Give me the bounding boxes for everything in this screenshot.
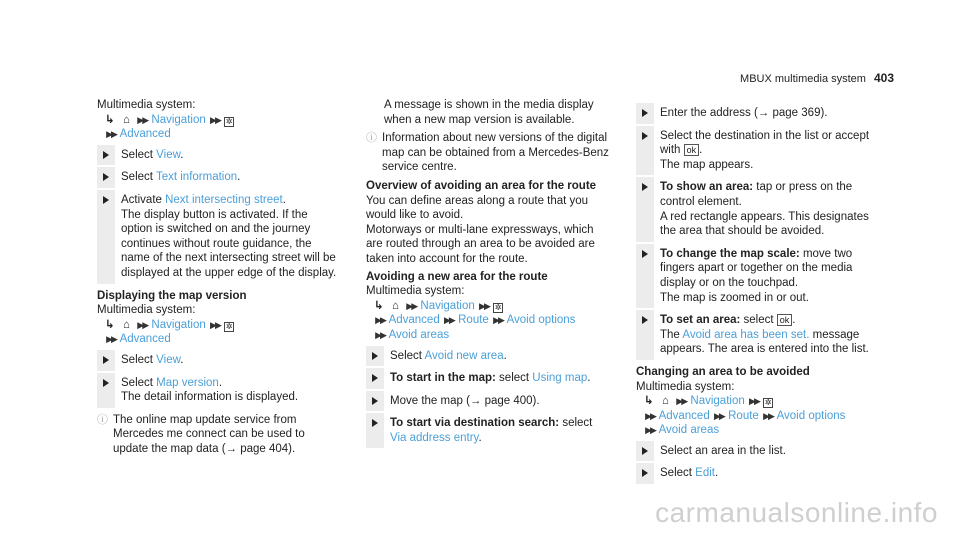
action-triangle-icon (642, 447, 648, 455)
menu-via-address-entry[interactable]: Via address entry (390, 431, 479, 444)
action-triangle-icon (642, 183, 648, 191)
paragraph: Motorways or multi-lane expressways, which are routed through an area to be avoided are taken into account for the route. (366, 223, 595, 265)
step: To change the map scale: move two fingers apart or together on the media display or on the touchpad. The map is zoomed in or out. (636, 247, 876, 305)
ok-button[interactable]: ok (777, 314, 793, 326)
menu-avoid-options[interactable]: Avoid options (506, 314, 576, 327)
menu-map-version[interactable]: Map version (156, 376, 219, 389)
menu-path (97, 113, 337, 142)
page-header (740, 71, 894, 85)
home-icon: ⌂ (123, 318, 130, 331)
menu-avoid-options[interactable]: Avoid options (776, 409, 846, 422)
settings-icon: ✲ (225, 116, 233, 126)
menu-view[interactable]: View (156, 148, 181, 161)
action-triangle-icon (642, 109, 648, 117)
multimedia-label: Multimedia system: (636, 380, 735, 393)
step: Select Text information. (97, 170, 337, 185)
step: To show an area: tap or press on the control element. A red rectangle appears. This designates the area that should be avoided. (636, 180, 876, 238)
column-2 (366, 98, 611, 453)
return-arrow-icon: ↳ (644, 395, 654, 408)
double-chevron-icon: ▶▶ (645, 410, 655, 421)
action-triangle-icon (103, 356, 109, 364)
step: Move the map (→ page 400). (366, 394, 611, 409)
action-triangle-icon (103, 379, 109, 387)
message-avoid-area-set: Avoid area has been set. (682, 328, 810, 341)
menu-next-intersecting-street[interactable]: Next intersecting street (165, 193, 283, 206)
action-triangle-icon (642, 132, 648, 140)
menu-edit[interactable]: Edit (695, 467, 715, 480)
step: Enter the address (→ page 369). (636, 106, 876, 121)
step: Select View. (97, 353, 337, 368)
step: Activate Next intersecting street. The display button is activated. If the option is switched on and the journey continues without route guidance, the name of the next intersecting street will be displayed at the upper edge of the display. (97, 193, 337, 281)
menu-text-information[interactable]: Text information (155, 171, 238, 184)
double-chevron-icon: ▶▶ (676, 396, 687, 407)
section-heading: Avoiding a new area for the route (366, 270, 548, 283)
ok-button[interactable]: ok (684, 144, 700, 156)
menu-advanced[interactable]: Advanced (119, 333, 171, 346)
page-number: 403 (873, 71, 894, 85)
menu-avoid-areas[interactable]: Avoid areas (658, 424, 720, 437)
action-triangle-icon (372, 419, 378, 427)
home-icon: ⌂ (662, 395, 669, 408)
settings-icon: ✲ (764, 398, 772, 408)
menu-path (366, 299, 611, 343)
menu-path (97, 318, 337, 347)
action-triangle-icon (103, 196, 109, 204)
step: To start in the map: select Using map. (366, 371, 611, 386)
action-triangle-icon (642, 250, 648, 258)
multimedia-label: Multimedia system: (97, 99, 196, 111)
menu-avoid-new-area[interactable]: Avoid new area (424, 349, 504, 362)
menu-navigation[interactable]: Navigation (151, 113, 206, 126)
double-chevron-icon: ▶▶ (763, 410, 773, 421)
home-icon: ⌂ (392, 299, 399, 312)
action-triangle-icon (372, 352, 378, 360)
step: Select Edit. (636, 466, 876, 481)
double-chevron-icon: ▶▶ (137, 114, 148, 125)
step: Select an area in the list. (636, 444, 876, 459)
settings-icon: ✲ (225, 321, 233, 331)
info-note: ⓘ Information about new versions of the digital map can be obtained from a Mercedes-Benz service centre. (366, 132, 609, 174)
double-chevron-icon: ▶▶ (479, 300, 489, 311)
menu-navigation[interactable]: Navigation (420, 299, 475, 312)
info-note: ⓘ The online map update service from Mercedes me connect can be used to update the map data (→ page 404). (97, 413, 305, 455)
step: Select Map version. The detail information is displayed. (97, 376, 337, 405)
menu-advanced[interactable]: Advanced (119, 128, 171, 141)
double-chevron-icon: ▶▶ (645, 425, 655, 436)
double-chevron-icon: ▶▶ (137, 319, 148, 330)
action-triangle-icon (642, 316, 648, 324)
info-icon: ⓘ (366, 132, 377, 145)
column-1 (97, 98, 337, 460)
step: To start via destination search: select Via address entry. (366, 416, 611, 445)
double-chevron-icon: ▶▶ (106, 334, 116, 345)
action-triangle-icon (103, 173, 109, 181)
menu-view[interactable]: View (156, 353, 181, 366)
menu-route[interactable]: Route (458, 314, 489, 327)
step: Select View. (97, 148, 337, 163)
double-chevron-icon: ▶▶ (375, 329, 385, 340)
section-heading: Overview of avoiding an area for the route (366, 179, 597, 192)
double-chevron-icon: ▶▶ (406, 300, 417, 311)
home-icon: ⌂ (123, 113, 130, 126)
action-triangle-icon (372, 374, 378, 382)
double-chevron-icon: ▶▶ (493, 315, 503, 326)
watermark: carmanualsonline.info (655, 497, 938, 528)
column-3 (636, 98, 876, 489)
menu-path (636, 394, 876, 438)
menu-advanced[interactable]: Advanced (658, 409, 710, 422)
double-chevron-icon: ▶▶ (375, 315, 385, 326)
double-chevron-icon: ▶▶ (749, 396, 759, 407)
action-triangle-icon (103, 151, 109, 159)
menu-using-map[interactable]: Using map (532, 372, 588, 385)
action-triangle-icon (642, 469, 648, 477)
manual-title: MBUX multimedia system (740, 73, 866, 85)
double-chevron-icon: ▶▶ (210, 319, 220, 330)
menu-advanced[interactable]: Advanced (388, 314, 440, 327)
multimedia-label: Multimedia system: (97, 304, 196, 317)
paragraph: You can define areas along a route that you would like to avoid. (366, 194, 589, 222)
return-arrow-icon: ↳ (105, 318, 115, 331)
step: Select Avoid new area. (366, 349, 611, 364)
menu-avoid-areas[interactable]: Avoid areas (388, 328, 450, 341)
double-chevron-icon: ▶▶ (210, 114, 220, 125)
menu-route[interactable]: Route (728, 409, 759, 422)
return-arrow-icon: ↳ (105, 113, 115, 126)
double-chevron-icon: ▶▶ (444, 315, 454, 326)
menu-navigation[interactable]: Navigation (690, 395, 745, 408)
double-chevron-icon: ▶▶ (106, 129, 116, 140)
info-icon: ⓘ (97, 413, 108, 426)
action-triangle-icon (372, 397, 378, 405)
double-chevron-icon: ▶▶ (714, 410, 724, 421)
settings-icon: ✲ (494, 302, 502, 312)
paragraph: A message is shown in the media display when a new map version is available. (384, 99, 594, 126)
step: Select the destination in the list or accept with ok . The map appears. (636, 129, 876, 173)
multimedia-label: Multimedia system: (366, 285, 465, 298)
return-arrow-icon: ↳ (374, 299, 384, 312)
section-heading: Displaying the map version (97, 289, 247, 302)
menu-navigation[interactable]: Navigation (151, 318, 206, 331)
section-heading: Changing an area to be avoided (636, 365, 810, 378)
step: To set an area: select ok . The Avoid area has been set. message appears. The area is entered into the list. (636, 313, 876, 357)
